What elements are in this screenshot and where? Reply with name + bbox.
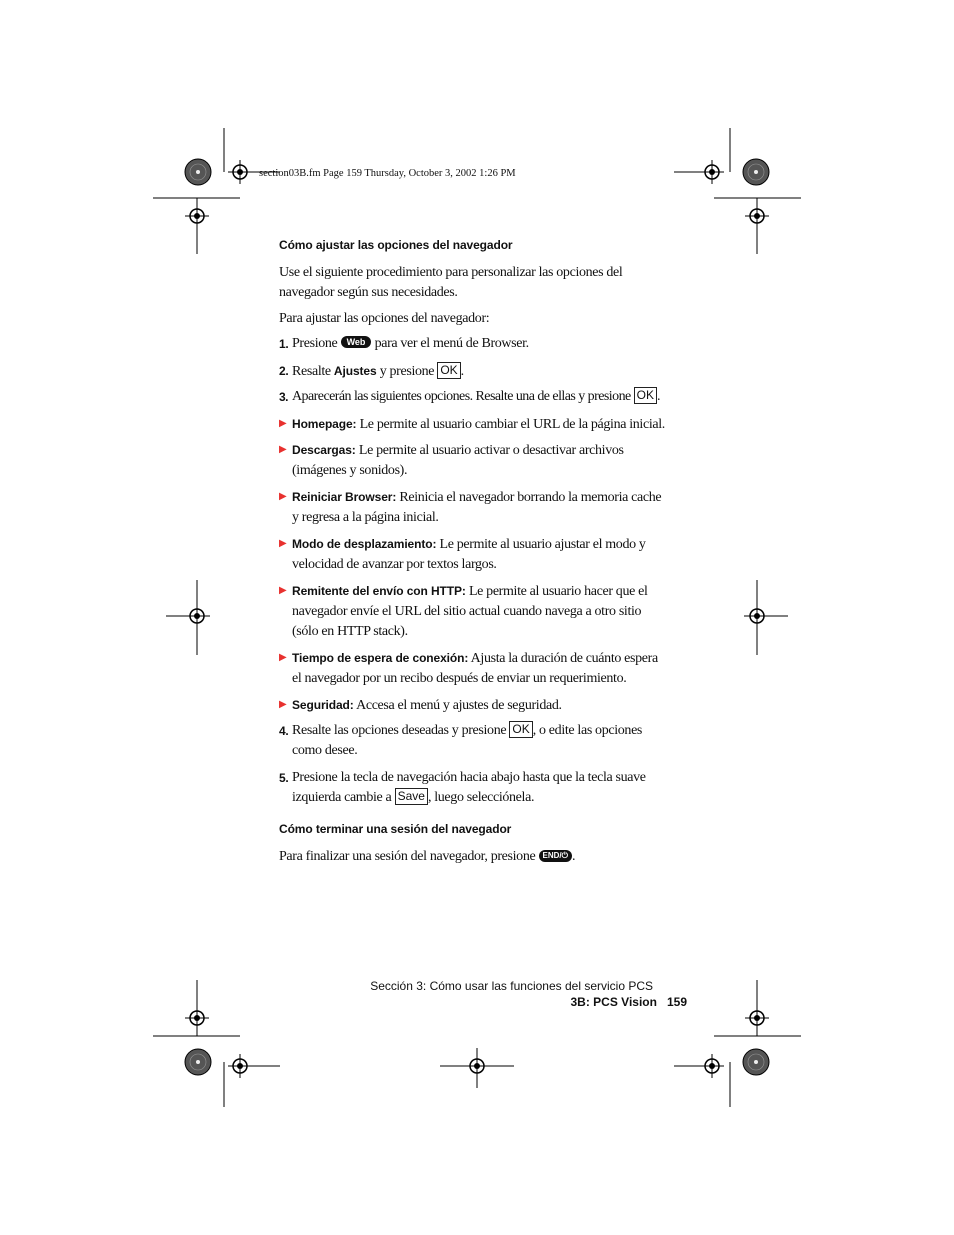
section-heading-adjust: Cómo ajustar las opciones del navegador (279, 238, 513, 252)
step-number: 1. (279, 337, 289, 351)
step-text: , o edite las opciones como desee. (292, 723, 643, 758)
paragraph-text: . (571, 849, 576, 864)
ok-softkey: OK (634, 387, 657, 404)
file-header: section03B.fm Page 159 Thursday, October 3, 2002 1:26 PM (259, 168, 516, 179)
option-label: Seguridad: (292, 698, 354, 712)
step-text: y presione (376, 364, 438, 379)
step-text: Presione la tecla de navegación hacia abajo hasta que la tecla suave izquierda cambie a (292, 770, 646, 805)
step-text: Resalte (292, 364, 334, 379)
bullet-triangle-icon: ▶ (279, 699, 287, 710)
option-description: Le permite al usuario cambiar el URL de la página inicial. (356, 417, 665, 432)
option-label: Remitente del envío con HTTP: (292, 584, 466, 598)
step-text: Aparecerán las siguientes opciones. Resalte una de ellas y presione (292, 389, 634, 404)
bullet-triangle-icon: ▶ (279, 491, 287, 502)
step-2 (279, 361, 669, 382)
step-4 (279, 721, 669, 761)
menu-option-ajustes: Ajustes (333, 364, 377, 378)
step-number: 2. (279, 364, 289, 378)
ok-softkey: OK (509, 721, 532, 738)
step-number: 5. (279, 771, 289, 785)
option-remitente-http (279, 581, 669, 642)
option-reiniciar-browser (279, 487, 669, 528)
step-1 (279, 334, 669, 354)
paragraph-text: Para finalizar una sesión del navegador, presione (279, 849, 539, 864)
option-label: Reiniciar Browser: (292, 490, 397, 504)
option-label: Modo de desplazamiento: (292, 537, 437, 551)
option-modo-desplazamiento (279, 534, 669, 575)
bullet-triangle-icon: ▶ (279, 538, 287, 549)
step-text: . (460, 364, 464, 379)
intro-paragraph: Use el siguiente procedimiento para personalizar las opciones del navegador según sus necesidades. (279, 265, 623, 300)
bullet-triangle-icon: ▶ (279, 444, 287, 455)
option-seguridad (279, 695, 669, 716)
end-paragraph (279, 847, 669, 867)
option-tiempo-espera (279, 648, 669, 689)
step-text: Presione (292, 336, 341, 351)
option-label: Tiempo de espera de conexión: (292, 651, 469, 665)
lead-paragraph: Para ajustar las opciones del navegador: (279, 311, 490, 326)
footer-chapter (571, 995, 688, 1009)
step-text: para ver el menú de Browser. (371, 336, 529, 351)
step-number: 4. (279, 724, 289, 738)
step-number: 3. (279, 390, 288, 404)
footer-section-title: Sección 3: Cómo usar las funciones del servicio PCS (370, 979, 653, 993)
bullet-triangle-icon: ▶ (279, 652, 287, 663)
option-description: Accesa el menú y ajustes de seguridad. (353, 698, 562, 713)
option-homepage (279, 414, 669, 435)
section-heading-end: Cómo terminar una sesión del navegador (279, 822, 512, 836)
step-text: . (656, 389, 660, 404)
option-descargas (279, 440, 669, 481)
end-power-key-icon: END/⏻ (539, 850, 572, 862)
footer-chapter-title: 3B: PCS Vision (570, 995, 657, 1009)
option-description: Ajusta la duración de cuánto espera el navegador por un recibo después de enviar un requerimiento. (292, 651, 658, 686)
ok-softkey: OK (437, 362, 460, 379)
step-3 (279, 387, 669, 407)
option-label: Homepage: (292, 417, 357, 431)
option-description: Le permite al usuario activar o desactivar archivos (imágenes y sonidos). (292, 443, 624, 478)
step-5 (279, 768, 669, 808)
save-softkey: Save (395, 788, 428, 805)
option-description: Le permite al usuario hacer que el navegador envíe el URL del sitio actual cuando navega a otro sitio (sólo en HTTP stack). (292, 584, 648, 639)
bullet-triangle-icon: ▶ (279, 418, 287, 429)
step-text: , luego selecciónela. (427, 790, 535, 805)
option-description: Le permite al usuario ajustar el modo y velocidad de avanzar por textos largos. (292, 537, 646, 572)
page-number: 159 (666, 995, 687, 1009)
option-description: Reinicia el navegador borrando la memoria cache y regresa a la página inicial. (292, 490, 662, 525)
option-label: Descargas: (292, 443, 356, 457)
bullet-triangle-icon: ▶ (279, 585, 287, 596)
step-text: Resalte las opciones deseadas y presione (292, 723, 510, 738)
web-key-icon: Web (341, 336, 372, 348)
